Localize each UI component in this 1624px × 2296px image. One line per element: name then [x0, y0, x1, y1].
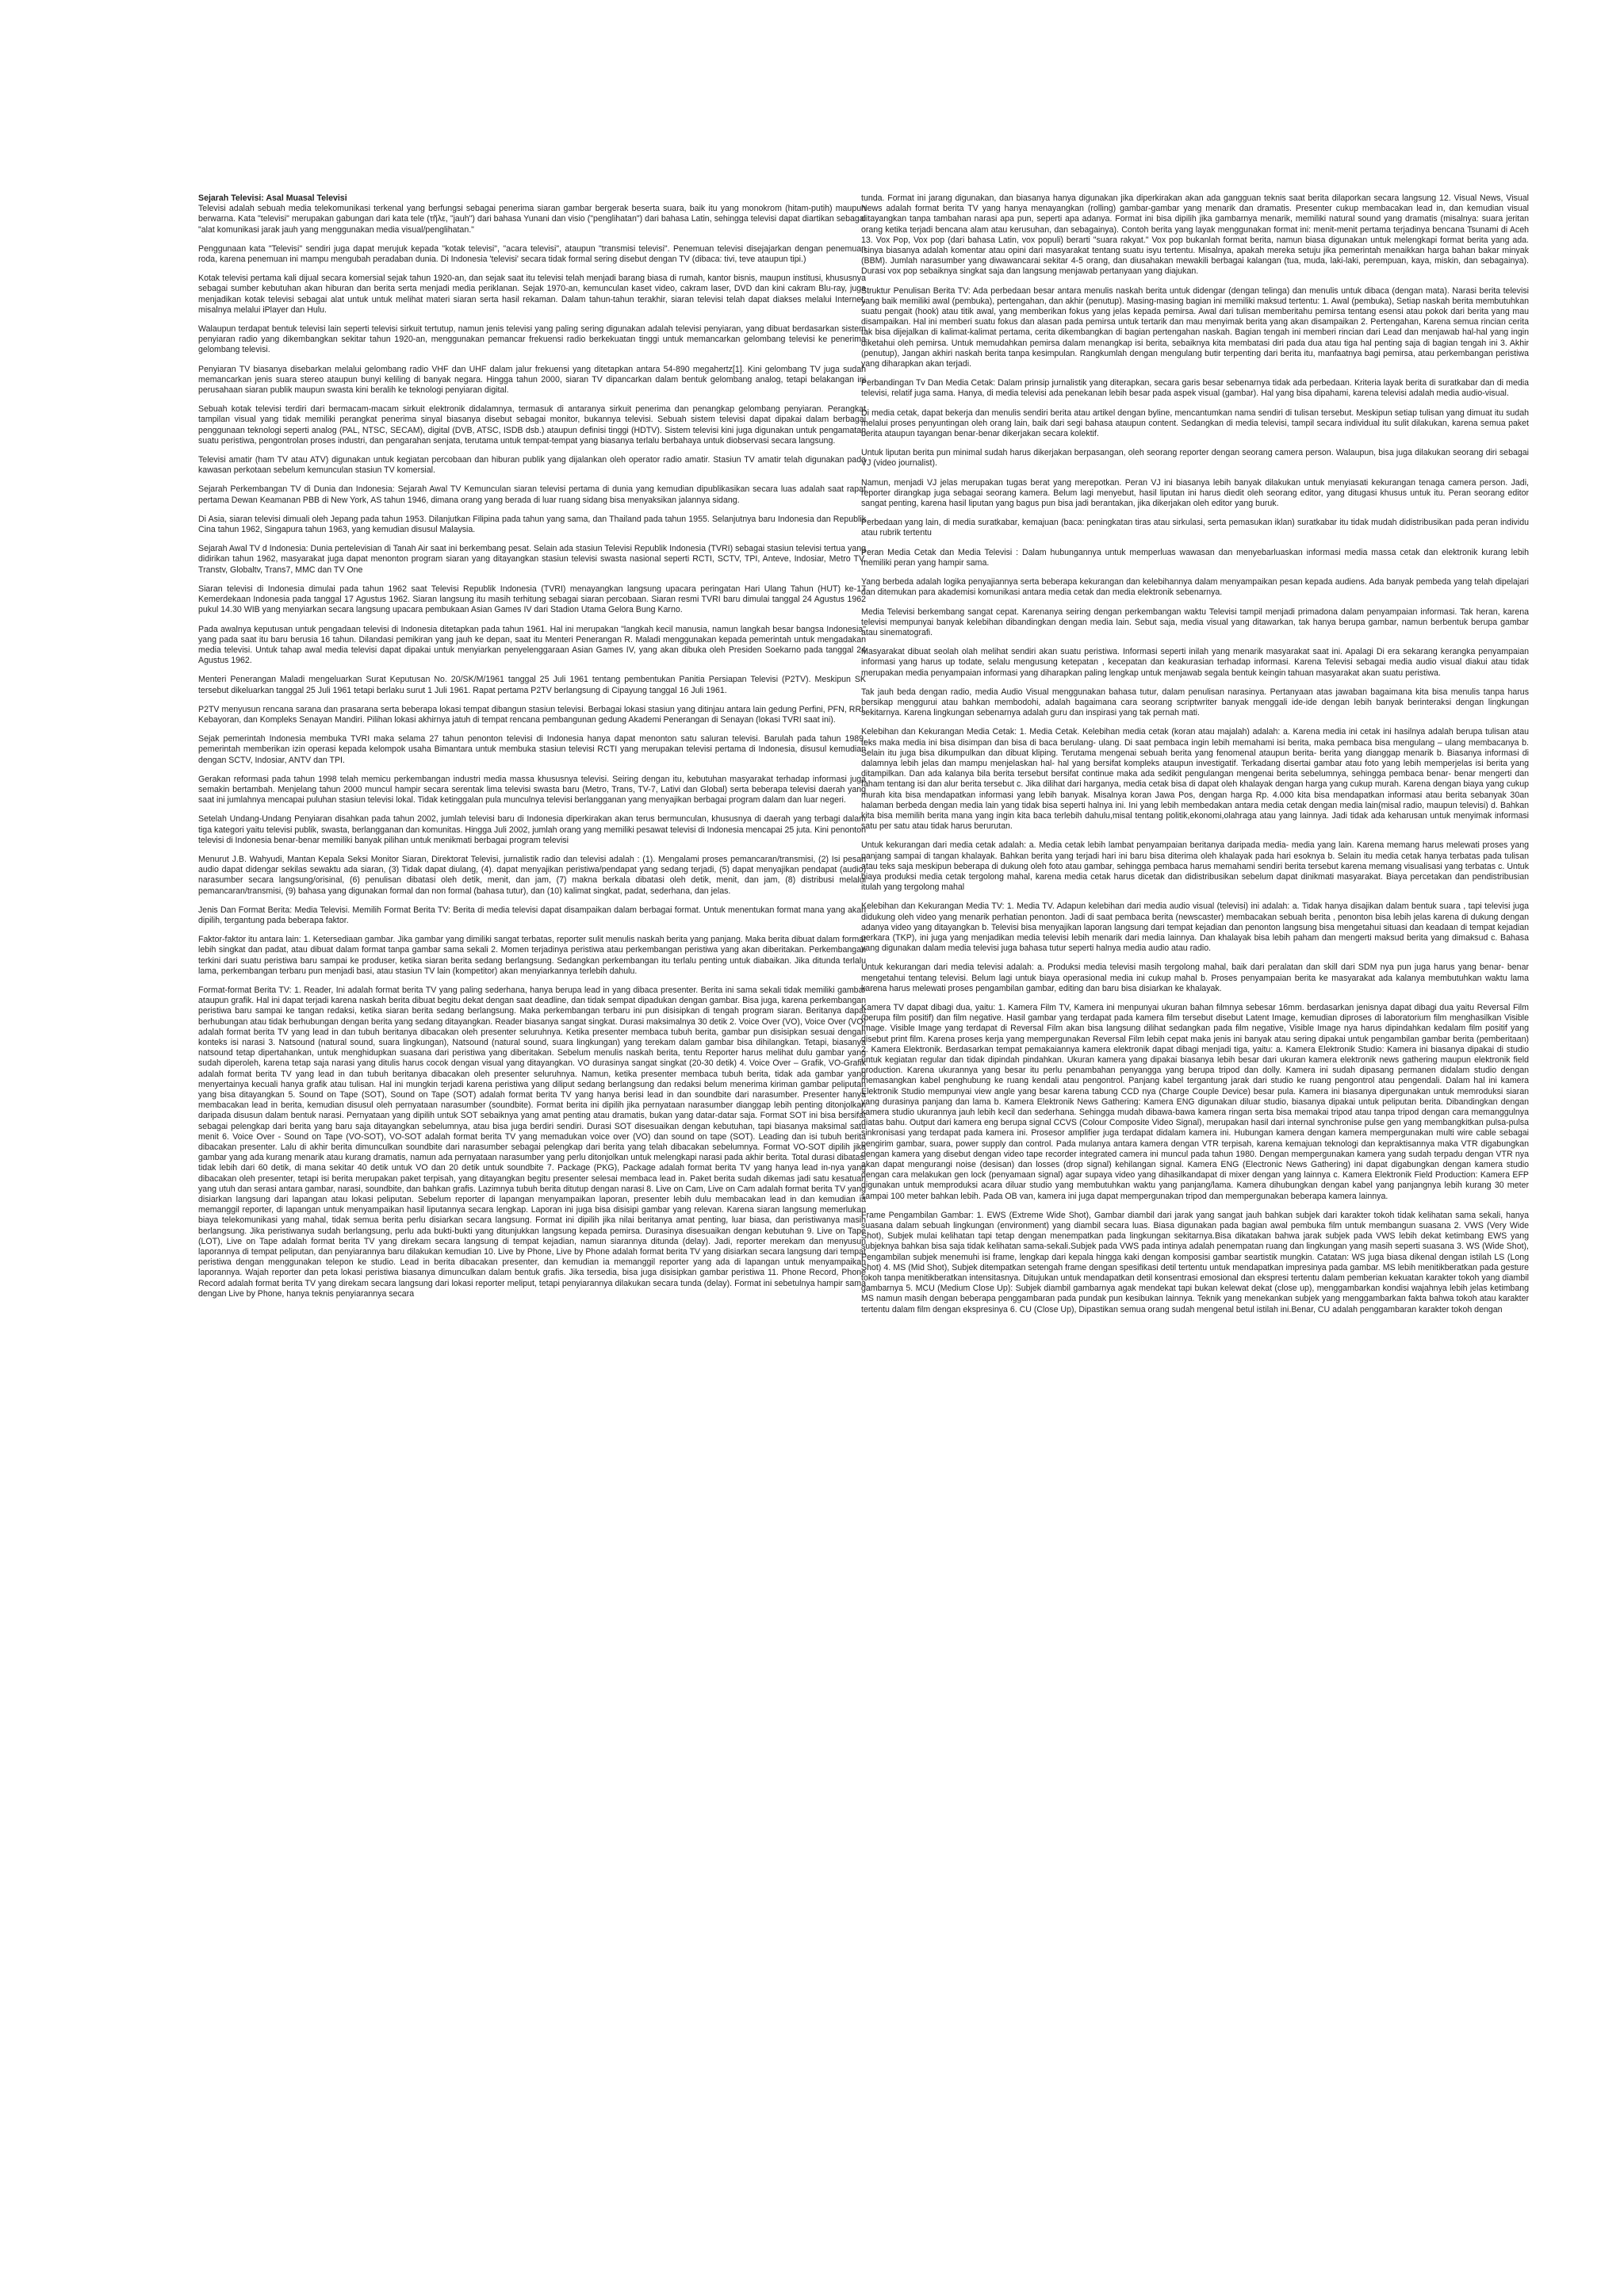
paragraph: Walaupun terdapat bentuk televisi lain seperti televisi sirkuit tertutup, namun jenis televisi yang paling sering digunakan adalah televisi penyiaran, yang dibuat berdasarkan sistem penyiaran radio yang dikembangkan sekitar tahun 1920-an, menggunakan pemancar frekuensi radio berkekuatan tinggi untuk memancarkan gelombang televisi ke penerima gelombang televisi. — [198, 324, 866, 355]
paragraph: Jenis Dan Format Berita: Media Televisi. Memilih Format Berita TV: Berita di media televisi dapat disampaikan dalam berbagai format. Untuk menentukan format mana yang akan dipilih, tergantung pada beberapa faktor. — [198, 905, 866, 925]
paragraph: Di media cetak, dapat bekerja dan menulis sendiri berita atau artikel dengan byline, mencantumkan nama sendiri di tulisan tersebut. Meskipun setiap tulisan yang dimuat itu sudah melalui proses penyuntingan oleh orang lain, baik dari segi bahasa ataupun content. Sedangkan di media televisi, tampil secara individual itu sulit dilakukan, karena semua paket berita ataupun tayangan benar-benar dikerjakan secara kolektif. — [861, 408, 1529, 439]
paragraph: Televisi adalah sebuah media telekomunikasi terkenal yang berfungsi sebagai penerima siaran gambar bergerak beserta suara, baik itu yang monokrom (hitam-putih) maupun berwarna. Kata "televisi" merupakan gabungan dari kata tele (τῆλε, "jauh") dari bahasa Yunani dan visio ("penglihatan") dari bahasa Latin, sehingga televisi dapat diartikan sebagai "alat komunikasi jarak jauh yang menggunakan media visual/penglihatan." — [198, 204, 866, 235]
paragraph: Pada awalnya keputusan untuk pengadaan televisi di Indonesia ditetapkan pada tahun 1961. Hal ini merupakan "langkah kecil manusia, namun langkah besar bangsa Indonesia" yang pada saat itu baru berusia 16 tahun. Dilandasi pemikiran yang jauh ke depan, saat itu Menteri Penerangan R. Maladi menggunakan kepada pemerintah untuk mengadakan media televisi. Untuk tahap awal media televisi dapat dipakai untuk menyiarkan penyelenggaraan Asian Games IV, yang akan dibuka oleh Presiden Soekarno pada tanggal 24 Agustus 1962. — [198, 624, 866, 666]
paragraph: Penyiaran TV biasanya disebarkan melalui gelombang radio VHF dan UHF dalam jalur frekuensi yang ditetapkan antara 54-890 megahertz[1]. Kini gelombang TV juga sudah memancarkan jenis suara stereo ataupun bunyi keliling di banyak negara. Hingga tahun 2000, siaran TV dipancarkan dalam bentuk gelombang analog, tetapi belakangan ini perusahaan siaran publik maupun swasta kini beralih ke teknologi penyiaran digital. — [198, 364, 866, 396]
paragraph: Yang berbeda adalah logika penyajiannya serta beberapa kekurangan dan kelebihannya dalam menyampaikan pesan kepada audiens. Ada banyak pembeda yang telah dipelajari dan ditemukan para akademisi komunikasi antara media cetak dan media elektronik sebenarnya. — [861, 577, 1529, 598]
paragraph: tunda. Format ini jarang digunakan, dan biasanya hanya digunakan jika diperkirakan akan ada gangguan teknis saat berita dilaporkan secara langsung 12. Visual News, Visual News adalah format berita TV yang hanya menayangkan (rolling) gambar-gambar yang menarik dan dramatis. Presenter cukup membacakan lead in, dan kemudian visual ditayangkan tanpa tambahan narasi apa pun, seperti apa adanya. Format ini bisa dipilih jika gambarnya menarik, memiliki natural sound yang dramatis (misalnya: suara jeritan orang ketika terjadi bencana alam atau kerusuhan, dan sebagainya). Contoh berita yang layak menggunakan format ini: menit-menit pertama terjadinya bencana Tsunami di Aceh 13. Vox Pop, Vox pop (dari bahasa Latin, vox populi) berarti "suara rakyat." Vox pop bukanlah format berita, namun biasa digunakan untuk melengkapi format berita yang ada. Isinya biasanya adalah komentar atau opini dari masyarakat tentang suatu isyu tertentu. Misalnya, apakah mereka setuju jika pemerintah menaikkan harga bahan bakar minyak (BBM). Jumlah narasumber yang diwawancarai sekitar 4-5 orang, dan diusahakan mewakili berbagai kalangan (tua, muda, laki-laki, perempuan, kaya, miskin, dan sebagainya). Durasi vox pop sebaiknya singkat saja dan langsung menjawab pertanyaan yang diajukan. — [861, 193, 1529, 277]
paragraph: Peran Media Cetak dan Media Televisi : Dalam hubungannya untuk memperluas wawasan dan menyebarluaskan informasi media massa cetak dan elektronik kurang lebih memiliki peran yang hampir sama. — [861, 547, 1529, 568]
paragraph: Menteri Penerangan Maladi mengeluarkan Surat Keputusan No. 20/SK/M/1961 tanggal 25 Juli 1961 tentang pembentukan Panitia Persiapan Televisi (P2TV). Meskipun SK tersebut dikeluarkan tanggal 25 Juli 1961 tetapi berlaku surut 1 Juli 1961. Rapat pertama P2TV berlangsung di Cipayung tanggal 16 Juli 1961. — [198, 675, 866, 695]
paragraph: Kelebihan dan Kekurangan Media Cetak: 1. Media Cetak. Kelebihan media cetak (koran atau majalah) adalah: a. Karena media ini cetak ini hasilnya adalah berupa tulisan atau teks maka media ini bisa disimpan dan bisa di baca berulang- ulang. Di saat pembaca ingin lebih memahami isi berita, maka pembaca bisa mengulang – ulang membacanya b. Selain itu juga bisa dikumpulkan dan dibuat kliping. Terutama mengenai sebuah berita yang fenomenal ataupun berita- berita yang dianggap menarik b. Biasanya informasi di dalamnya lebih jelas dan mampu menjelaskan hal- hal yang bersifat kompleks ataupun investigatif. Terkadang disertai gambar atau foto yang lebih memperjelas isi berita yang ditampilkan. Dan ada kalanya bila berita tersebut bersifat continue maka ada sedikit pengulangan mengenai berita sebelumnya, sehingga pembaca benar- benar mengerti dan faham tentang isi dan alur berita tersebut c. Jika dilihat dari harganya, media cetak bisa di dapat oleh khalayak dengan harga yang cukup murah. Karena dengan biaya yang cukup murah kita bisa mendapatkan informasi yang lebih banyak. Misalnya koran Jawa Pos, dengan harga Rp. 4.000 kita bisa mendapatkan informasi atau berita sebanyak 30an halaman berbeda dengan media lain yang tidak bisa seperti halnya ini. Ini yang lebih membedakan antara media cetak dengan media lain(misal radio, maupun televisi) d. Bahkan kita bisa memilih berita mana yang ingin kita baca terlebih dahulu,misal tentang politik,ekonomi,olahraga atau yang lainnya. Jadi tidak ada keharusan untuk menyimak informasi satu per satu atau tidak harus berurutan. — [861, 727, 1529, 832]
paragraph: Siaran televisi di Indonesia dimulai pada tahun 1962 saat Televisi Republik Indonesia (TVRI) menayangkan langsung upacara peringatan Hari Ulang Tahun (HUT) ke-17 Kemerdekaan Indonesia pada tanggal 17 Agustus 1962. Siaran langsung itu masih terhitung sebagai siaran percobaan. Siaran resmi TVRI baru dimulai tanggal 24 Agustus 1962 pukul 14.30 WIB yang menyiarkan secara langsung upacara pembukaan Asian Games IV dari Stadion Utama Gelora Bung Karno. — [198, 584, 866, 615]
paragraph: Frame Pengambilan Gambar: 1. EWS (Extreme Wide Shot), Gambar diambil dari jarak yang sangat jauh bahkan subjek dari karakter tokoh tidak kelihatan sama sekali, hanya suasana dalam sebuah lingkungan (environment) yang diambil secara luas. Biasa digunakan pada bagian awal pembuka film untuk membangun suasana 2. VWS (Very Wide Shot), Subjek mulai kelihatan tapi tetap dengan menempatkan pada lingkungan sekitarnya.Bisa dikatakan bahwa jarak subjek pada VWS lebih dekat ketimbang EWS yang subjeknya bahkan bisa saja tidak kelihatan sama-sekali.Subjek pada VWS pada intinya adalah penempatan ruang dan lingkungan yang masih seperti suasana 3. WS (Wide Shot), Pengambilan subjek menemuhi isi frame, lengkap dari kepala hingga kaki dengan komposisi gambar seartistik mungkin. Catatan: WS juga biasa dikenal dengan istilah LS (Long Shot) 4. MS (Mid Shot), Subjek ditempatkan setengah frame dengan spesifikasi detil tertentu untuk mendapatkan impresinya pada gambar. MS lebih menitikberatkan pada gesture tokoh tanpa menitikberatkan intensitasnya. Ditujukan untuk mendapatkan detil konsentrasi emosional dan ekspresi tertentu dalam pemberian kekuatan karakter tokoh yang diambil gambarnya 5. MCU (Medium Close Up): Subjek diambil gambarnya agak mendekat tapi bukan kelewat dekat (close up), menggambarkan kondisi wajahnya lebih jelas ketimbang MS namun masih dengan beberapa penggambaran pada pundak pun kesibukan lainnya. Teknik yang menekankan subjek yang menggambarkan fakta bahwa tokoh atau karakter tertentu dalam film dengan ekspresinya 6. CU (Close Up), Dipastikan semua orang sudah mengenal betul istilah ini.Benar, CU adalah penggambaran karakter tokoh dengan — [861, 1210, 1529, 1314]
paragraph: Menurut J.B. Wahyudi, Mantan Kepala Seksi Monitor Siaran, Direktorat Televisi, jurnalistik radio dan televisi adalah : (1). Mengalami proses pemancaran/transmisi, (2) Isi pesan audio dapat didengar sekilas sewaktu ada siaran, (3) Tidak dapat diulang, (4). dapat menyajikan peristiwa/pendapat yang sedang terjadi, (5) dapat menyajikan pendapat (audio) narasumber secara langsung/orisinal, (6) penulisan dibatasi oleh detik, menit, dan jam, (7) makna berkala dibatasi oleh detik, menit, dan jam, (8) distribusi melalui pemancaran/transmisi, (9) bahasa yang digunakan formal dan non formal (bahasa tutur), dan (10) kalimat singkat, padat, sederhana, dan jelas. — [198, 854, 866, 896]
paragraph: Di Asia, siaran televisi dimuali oleh Jepang pada tahun 1953. Dilanjutkan Filipina pada tahun yang sama, dan Thailand pada tahun 1955. Selanjutnya baru Indonesia dan Republik Cina tahun 1962, Singapura tahun 1963, yang kemudian disusul Malaysia. — [198, 514, 866, 535]
paragraph: Untuk kekurangan dari media cetak adalah: a. Media cetak lebih lambat penyampaian beritanya daripada media- media yang lain. Karena memang harus melewati proses yang panjang sampai di tangan khalayak. Bahkan berita yang terjadi hari ini baru bisa diterima oleh khalayak pada hari esoknya b. Selain itu media cetak hanya terbatas pada tulisan atau teks saja meskipun beberapa di dukung oleh foto atau gambar, sehingga pembaca harus memahami sendiri berita tersebut karena memang visualisasi yang terbatas c. Untuk biaya produksi media cetak tergolong mahal, karena media cetak harus dicetak dan didistribusikan sebelum dapat dinikmati masyarakat. Biaya percetakan dan pendistribusian itulah yang tergolong mahal — [861, 840, 1529, 893]
paragraph: Kamera TV dapat dibagi dua, yaitu: 1. Kamera Film TV, Kamera ini menpunyai ukuran bahan filmnya sebesar 16mm. berdasarkan jenisnya dapat dibagi dua yaitu Reversal Film (berupa film positif) dan film negative. Hasil gambar yang terdapat pada kamera film tersebut disebut Latent Image, kemudian diproses di laboratorium film menghasilkan Visible Image. Visible Image yang terdapat di Reversal Film akan bisa langsung dilihat sedangkan pada film negative, Visible Image nya harus dipindahkan kedalam film positif yang disebut print film. Karena proses kerja yang mempergunakan Reversal Film lebih cepat maka jenis ini banyak atau sering dipakai untuk pengambilan gambar berita (pemberitaan) 2. Kamera Elektronik. Berdasarkan tempat pemakaiannya kamera elektronik dapat dibagi menjadi tiga, yaitu: a. Kamera Elektronik Studio: Kamera ini biasanya dipakai di studio untuk kegiatan regular dan tidak dipindah pindahkan. Ukuran kamera yang dipakai biasanya lebih besar dari ukuran kamera elektronik news gathering maupun elektronik field production. Karena ukurannya yang besar itu perlu penambahan penyangga yang berupa tripod dan dolly. Kamera ini sudah dipasang permanen didalam studio dengan memasangkan kabel penghubung ke ruang kendali atau pengontrol. Panjang kabel tergantung jarak dari studio ke ruang pengontrol atau pengendali. Dalam hal ini kamera Elektronik Studio mempunyai view angle yang besar karena tabung CCD nya (Charge Couple Device) besar pula. Kamera ini biasanya dipergunakan untuk memroduksi siaran yang durasinya panjang dan lama b. Kamera Elektronik News Gathering: Kamera ENG digunakan diluar studio, biasanya dipakai untuk peliputan berita. Dibandingkan dengan kamera studio ukurannya jauh lebih kecil dan sederhana. Sehingga mudah dibawa-bawa kamera ringan serta bisa memakai tripod atau tanpa tripod dengan cara memanggulnya diatas bahu. Output dari kamera eng berupa signal CCVS (Colour Composite Video Signal), merupakan hasil dari internal synchronise pulse gen yang membangkitkan pulsa-pulsa sinkronisasi yang terdapat pada kamera ini. Prosesor amplifier juga terdapat didalam kamera ini. Hubungan kamera dengan kamera mempergunakan multi wire cable sebagai pengirim gambar, suara, power supply dan control. Pada mulanya antara kamera dengan VTR terpisah, karena kemajuan teknologi dan kepraktisannya maka VTR digabungkan dengan kamera yang disebut dengan video tape recorder integrated camera ini muncul pada tahun 1980. Dengan mempergunakan kamera yang sudah terpadu dengan VTR nya akan dapat mengurangi noise (desisan) dan losses (drop signal) kehilangan signal. Kamera ENG (Electronic News Gathering) ini dapat digabungkan dengan kamera studio dengan cara melakukan gen lock (penyamaan signal) agar supaya video yang dihasilkandapat di mixer dengan yang lainnya c. Kamera Elektronik Field Production: Kamera EFP digunakan untuk memproduksi acara diluar studio yang membutuhkan waktu yang panjang/lama. Kamera dihubungkan dengan kabel yang panjangnya lebih kurang 30 meter sampai 100 meter bahkan lebih. Pada OB van, kamera ini juga dapat mempergunakan tripod dan mempergunakan beberapa kamera lainnya. — [861, 1003, 1529, 1201]
paragraph: Televisi amatir (ham TV atau ATV) digunakan untuk kegiatan percobaan dan hiburan publik yang dijalankan oleh operator radio amatir. Stasiun TV amatir telah digunakan pada kawasan perkotaan sebelum kemunculan stasiun TV komersial. — [198, 455, 866, 476]
paragraph: Perbedaan yang lain, di media suratkabar, kemajuan (baca: peningkatan tiras atau sirkulasi, serta pemasukan iklan) suratkabar itu tidak mudah didistribusikan pada peran individu atau rubrik tertentu — [861, 518, 1529, 538]
paragraph: Media Televisi berkembang sangat cepat. Karenanya seiring dengan perkembangan waktu Televisi tampil menjadi primadona dalam penyampaian informasi. Tak heran, karena televisi mempunyai banyak kelebihan dibandingkan dengan media lain. Sebut saja, media visual yang ditawarkan, tak hanya berupa gambar, namun berbentuk berupa gambar atau sinematografi. — [861, 607, 1529, 637]
paragraph: Faktor-faktor itu antara lain: 1. Ketersediaan gambar. Jika gambar yang dimiliki sangat terbatas, reporter sulit menulis naskah berita yang panjang. Maka berita dibuat dalam format lebih singkat dan padat, atau dibuat dalam format tanpa gambar sama sekali 2. Momen terjadinya peristiwa atau perkembangan peristiwa yang akan diberitakan. Perkembangan terkini dari suatu peristiwa baru sampai ke produser, ketika siaran berita sedang berlangsung. Sedangkan perkembangan itu terlalu penting untuk diabaikan. Jika ditunda terlalu lama, perkembangan terbaru pun menjadi basi, atau stasiun TV lain (kompetitor) akan menyiarkannya terlebih dahulu. — [198, 935, 866, 976]
paragraph: Untuk liputan berita pun minimal sudah harus dikerjakan berpasangan, oleh seorang reporter dengan seorang camera person. Walaupun, bisa juga dilakukan seorang diri sebagai VJ (video journalist). — [861, 448, 1529, 469]
paragraph: Penggunaan kata "Televisi" sendiri juga dapat merujuk kepada "kotak televisi", "acara televisi", ataupun "transmisi televisi". Penemuan televisi disejajarkan dengan penemuan roda, karena penemuan ini mampu mengubah peradaban dunia. Di Indonesia 'televisi' secara tidak formal sering disebut dengan TV (dibaca: tivi, teve ataupun tipi.) — [198, 243, 866, 265]
paragraph: Format-format Berita TV: 1. Reader, Ini adalah format berita TV yang paling sederhana, hanya berupa lead in yang dibaca presenter. Berita ini sama sekali tidak memiliki gambar ataupun grafik. Hal ini dapat terjadi karena naskah berita dibuat begitu dekat dengan saat deadline, dan tidak sempat dipadukan dengan gambar. Bisa juga, karena perkembangan peristiwa baru sampai ke tangan redaksi, ketika siaran berita sedang berlangsung. Maka perkembangan terbaru ini pun disisipkan di tengah program siaran. Beritanya dapat berhubungan atau tidak berhubungan dengan berita yang sedang ditayangkan. Reader biasanya sangat singkat. Durasi maksimalnya 30 detik 2. Voice Over (VO), Voice Over (VO) adalah format berita TV yang lead in dan tubuh beritanya dibacakan oleh presenter seluruhnya. Ketika presenter membaca tubuh berita, gambar pun disisipkan sesuai dengan konteks isi narasi 3. Natsound (natural sound, suara lingkungan), Natsound (natural sound, suara lingkungan) yang terekam dalam gambar bisa dihilangkan. Tetapi, biasanya natsound tetap dipertahankan, untuk menghidupkan suasana dari peristiwa yang diberitakan. Sebelum menulis naskah berita, tentu Reporter harus melihat dulu gambar yang sudah diperoleh, karena tetap saja narasi yang ditulis harus cocok dengan visual yang ditayangkan. VO durasinya sangat singkat (20-30 detik) 4. Voice Over – Grafik, VO-Grafik adalah format berita TV yang lead in dan tubuh beritanya dibacakan oleh presenter seluruhnya. Namun, ketika presenter membaca tubuh berita, tidak ada gambar yang menyertainya kecuali hanya grafik atau tulisan. Hal ini mungkin terjadi karena peristiwa yang diliput sedang berlangsung dan redaksi belum menerima kiriman gambar peliputan yang bisa ditayangkan 5. Sound on Tape (SOT), Sound on Tape (SOT) adalah format berita TV yang hanya berisi lead in dan soundbite dari narasumber. Presenter hanya membacakan lead in berita, kemudian disusul oleh pernyataan narasumber (soundbite). Format berita ini dipilih jika pernyataan narasumber dianggap lebih penting ditonjolkan daripada disusun dalam bentuk narasi. Pernyataan yang dipilih untuk SOT sebaiknya yang amat penting atau dramatis, bukan yang datar-datar saja. Format SOT ini bisa bersifat sebagai pelengkap dari berita yang baru saja ditayangkan sebelumnya, atau bisa juga berdiri sendiri. Durasi SOT disesuaikan dengan kebutuhan, tapi biasanya maksimal satu menit 6. Voice Over - Sound on Tape (VO-SOT), VO-SOT adalah format berita TV yang memadukan voice over (VO) dan sound on tape (SOT). Leading dan isi tubuh berita dibacakan presenter. Lalu di akhir berita dimunculkan soundbite dari narasumber sebagai pelengkap dari berita yang telah dibacakan sebelumnya. Format VO-SOT dipilih jika gambar yang ada kurang menarik atau kurang dramatis, namun ada pernyataan narasumber yang perlu ditonjolkan untuk melengkapi narasi pada akhir berita. Total durasi dibatasi tidak lebih dari 60 detik, di mana sekitar 40 detik untuk VO dan 20 detik untuk soundbite 7. Package (PKG), Package adalah format berita TV yang hanya lead in-nya yang dibacakan oleh presenter, tetapi isi berita merupakan paket terpisah, yang ditayangkan begitu presenter selesai membaca lead in. Paket berita sudah dikemas jadi satu kesatuan yang utuh dan serasi antara gambar, narasi, soundbite, dan bahkan grafis. Lazimnya tubuh berita ditutup dengan narasi 8. Live on Cam, Live on Cam adalah format berita TV yang disiarkan langsung dari lapangan atau lokasi peliputan. Sebelum reporter di lapangan menyampaikan laporan, presenter lebih dulu membacakan lead in dan kemudian ia memanggil reporter, di lapangan untuk menyampaikan hasil liputannya secara lengkap. Laporan ini juga bisa disisipi gambar yang relevan. Karena siaran langsung memerlukan biaya telekomunikasi yang mahal, tidak semua berita perlu disiarkan secara langsung. Format ini dipilih jika nilai beritanya amat penting, luar biasa, dan peristiwanya masih berlangsung. Jika peristiwanya sudah berlangsung, perlu ada bukti-bukti yang ditunjukkan langsung kepada pemirsa. Durasinya disesuaikan dengan kebutuhan 9. Live on Tape (LOT), Live on Tape adalah format berita TV yang direkam secara langsung di tempat kejadian, namun siarannya ditunda (delay). Jadi, reporter merekam dan menyusun laporannya di tempat peliputan, dan penyiarannya baru dilakukan kemudian 10. Live by Phone, Live by Phone adalah format berita TV yang disiarkan secara langsung dari tempat peristiwa dengan menggunakan telepon ke studio. Lead in berita dibacakan presenter, dan kemudian ia memanggil reporter yang ada di lapangan untuk menyampaikan laporannya. Wajah reporter dan peta lokasi peristiwa biasanya dimunculkan dalam bentuk grafis. Jika tersedia, bisa juga disisipkan gambar peristiwa 11. Phone Record, Phone Record adalah format berita TV yang direkam secara langsung dari lokasi reporter meliput, tetapi penyiarannya dilakukan secara tunda (delay). Format ini sebetulnya hampir sama dengan Live by Phone, hanya teknis penyiarannya secara — [198, 985, 866, 1299]
paragraph: Sejarah Awal TV d Indonesia: Dunia pertelevisian di Tanah Air saat ini berkembang pesat. Selain ada stasiun Televisi Republik Indonesia (TVRI) sebagai stasiun televisi tertua yang didirikan tahun 1962, masyarakat juga dapat menonton program siaran yang ditayangkan stasiun televisi swasta nasional seperti RCTI, SCTV, TPI, Anteve, Indosiar, Metro TV, Transtv, Globaltv, Trans7, MMC dan TV One — [198, 544, 866, 575]
right-column — [861, 193, 1529, 1324]
paragraph: Struktur Penulisan Berita TV: Ada perbedaan besar antara menulis naskah berita untuk didengar (dengan telinga) dan menulis untuk dibaca (dengan mata). Narasi berita televisi yang baik memiliki awal (pembuka), pertengahan, dan akhir (penutup). Masing-masing bagian ini memiliki maksud tertentu: 1. Awal (pembuka), Setiap naskah berita membutuhkan suatu pengait (hook) atau titik awal, yang memberikan fokus yang jelas kepada pemirsa. Awal dari tulisan memberitahu pemirsa tentang esensi atau pokok dari berita yang mau disampaikan. Hal ini memberi suatu fokus dan alasan pada pemirsa untuk tertarik dan mau menyimak berita yang akan disampaikan 2. Pertengahan, Karena semua rincian cerita tak bisa dijejalkan di kalimat-kalimat pertama, cerita dikembangkan di bagian pertengahan naskah. Bagian tengah ini memberi rincian dari Lead dan menjawab hal-hal yang ingin diketahui oleh pemirsa. Untuk memudahkan pemirsa dalam menangkap isi berita, sebaiknya kita membatasi diri pada dua atau tiga hal penting saja di bagian tengah ini 3. Akhir (penutup), Jangan akhiri naskah berita tanpa kesimpulan. Rangkumlah dengan mengulang butir terpenting dari berita itu, manfaatnya bagi pemirsa, atau perkembangan peristiwa yang diharapkan akan terjadi. — [861, 285, 1529, 369]
paragraph: Untuk kekurangan dari media televisi adalah: a. Produksi media televisi masih tergolong mahal, baik dari peralatan dan skill dari SDM nya pun juga harus yang benar- benar mengetahui tentang televisi. Belum lagi untuk biaya operasional media ini cukup mahal b. Proses penyampaian berita ke masyarakat ada kalanya membutuhkan waktu lama karena harus melewati proses pengambilan gambar, editing dan baru bisa disiarkan ke khalayak. — [861, 962, 1529, 993]
paragraph: Perbandingan Tv Dan Media Cetak: Dalam prinsip jurnalistik yang diterapkan, secara garis besar sebenarnya tidak ada perbedaan. Kriteria layak berita di suratkabar dan di media televisi, relatif juga sama. Hanya, di media televisi ada penekanan lebih besar pada aspek visual (gambar). Hal yang bisa dipahami, karena televisi adalah media audio-visual. — [861, 378, 1529, 399]
paragraph: Setelah Undang-Undang Penyiaran disahkan pada tahun 2002, jumlah televisi baru di Indonesia diperkirakan akan terus bermunculan, khususnya di daerah yang terbagi dalam tiga kategori yaitu televisi publik, swasta, berlangganan dan komunitas. Hingga Juli 2002, jumlah orang yang memiliki pesawat televisi di Indonesia mencapai 25 juta. Kini penonton televisi di Indonesia benar-benar memiliki banyak pilihan untuk menikmati berbagai program televisi — [198, 814, 866, 845]
paragraph: Kelebihan dan Kekurangan Media TV: 1. Media TV. Adapun kelebihan dari media audio visual (televisi) ini adalah: a. Tidak hanya disajikan dalam bentuk suara , tapi televisi juga didukung oleh video yang menarik perhatian penonton. Jadi di saat pembaca berita (newscaster) membacakan sebuah berita , penonton bisa lebih jelas karena di dukung dengan adanya video yang ditayangkan b. Televisi bisa menyajikan laporan langsung dari tempat kejadian dan penonton langsung bisa mengetahui situasi dan keadaan di tempat kejadian perkara (TKP), ini juga yang menjadikan media televisi lebih menarik dari media lainnya. Dan khalayak bisa lebih paham dan mengerti maksud berita yang dimaksud c. Bahasa yang digunakan dalam media televisi juga bahasa tutur seperti halnya media audio atau radio. — [861, 901, 1529, 954]
paragraph: Namun, menjadi VJ jelas merupakan tugas berat yang merepotkan. Peran VJ ini biasanya lebih banyak dilakukan untuk menyiasati kekurangan tenaga camera person. Jadi, reporter dirangkap juga sebagai seorang kamera. Belum lagi menyebut, hasil liputan ini harus diedit oleh seorang editor, yang ditugasi khusus untuk itu. Peran seorang editor sangat penting, karena hasil liputan yang bagus pun bisa jadi berantakan, jika dikerjakan oleh editor yang buruk. — [861, 477, 1529, 509]
left-column — [198, 193, 866, 1308]
paragraph: Kotak televisi pertama kali dijual secara komersial sejak tahun 1920-an, dan sejak saat itu televisi telah menjadi barang biasa di rumah, kantor bisnis, maupun institusi, khususnya sebagai sumber kebutuhan akan hiburan dan berita serta menjadi media periklanan. Sejak 1970-an, kemunculan kaset video, cakram laser, DVD dan kini cakram Blu-ray, juga menjadikan kotak televisi sebagai alat untuk untuk melihat materi siaran serta hasil rekaman. Dalam tahun-tahun terakhir, siaran televisi telah dapat diakses melalui Internet, misalnya melalui iPlayer dan Hulu. — [198, 274, 866, 315]
paragraph: Gerakan reformasi pada tahun 1998 telah memicu perkembangan industri media massa khususnya televisi. Seiring dengan itu, kebutuhan masyarakat terhadap informasi juga semakin bertambah. Menjelang tahun 2000 muncul hampir secara serentak lima televisi swasta baru (Metro, Trans, TV-7, Lativi dan Global) serta beberapa televisi daerah yang saat ini jumlahnya mencapai puluhan stasiun televisi lokal. Tidak ketinggalan pula munculnya televisi berlangganan yang menyajikan berbagai program dalam dan luar negeri. — [198, 774, 866, 806]
paragraph: P2TV menyusun rencana sarana dan prasarana serta beberapa lokasi tempat dibangun stasiun televisi. Berbagai lokasi stasiun yang ditinjau antara lain gedung Perfini, PFN, RRI, Kebayoran, dan Kompleks Senayan Mandiri. Pilihan lokasi akhirnya jatuh di tempat rencana pembangunan gedung Akademi Penerangan di Senayan (lokasi TVRI saat ini). — [198, 704, 866, 725]
paragraph: Sejarah Perkembangan TV di Dunia dan Indonesia: Sejarah Awal TV Kemunculan siaran televisi pertama di dunia yang kemudian dipublikasikan secara luas adalah saat rapat pertama Dewan Keamanan PBB di New York, AS tahun 1946, dimana orang yang berada di luar ruang sidang bisa menyaksikan jalannya sidang. — [198, 484, 866, 505]
document-title: Sejarah Televisi: Asal Muasal Televisi — [198, 193, 347, 203]
paragraph: Masyarakat dibuat seolah olah melihat sendiri akan suatu peristiwa. Informasi seperti inilah yang menarik masyarakat saat ini. Apalagi Di era sekarang kerangka penyampaian informasi yang harus up todate, selalu mengusung ketepatan , kecepatan dan keakurasian terhadap informasi. Karena Televisi sebagai media audio visual diakui atau tidak merupakan media penyampaian informasi yang diharapkan paling lengkap untuk menjawab segala bentuk keingin tahuan masyarakat akan suatu peristiwa. — [861, 647, 1529, 678]
paragraph: Sebuah kotak televisi terdiri dari bermacam-macam sirkuit elektronik didalamnya, termasuk di antaranya sirkuit penerima dan penangkap gelombang penyiaran. Perangkat tampilan visual yang tidak memiliki perangkat penerima sinyal biasanya disebut sebagai monitor, bukannya televisi. Sebuah sistem televisi dapat dipakai dalam berbagai penggunaan teknologi seperti analog (PAL, NTSC, SECAM), digital (DVB, ATSC, ISDB dsb.) ataupun definisi tinggi (HDTV). Sistem televisi kini juga digunakan untuk pengamatan suatu peristiwa, pengontrolan proses industri, dan pengarahan senjata, terutama untuk tempat-tempat yang biasanya terlalu berbahaya untuk diobservasi secara langsung. — [198, 404, 866, 446]
paragraph: Sejak pemerintah Indonesia membuka TVRI maka selama 27 tahun penonton televisi di Indonesia hanya dapat menonton satu saluran televisi. Barulah pada tahun 1989, pemerintah memberikan izin operasi kepada kelompok usaha Bimantara untuk membuka stasiun televisi RCTI yang merupakan televisi pertama di Indonesia, disusul kemudian dengan SCTV, Indosiar, ANTV dan TPI. — [198, 734, 866, 765]
paragraph: Tak jauh beda dengan radio, media Audio Visual menggunakan bahasa tutur, dalam penulisan narasinya. Pertanyaan atas jawaban bagaimana kita bisa menulis tanpa harus bersikap menggurui atau bahkan membodohi, adalah bagaimana cara seorang scriptwriter banyak menggali ide-ide dengan lebih banyak berinteraksi dengan lingkungan sekitarnya. Karena lingkungan sebenarnya adalah guru dan inspirasi yang tak pernah mati. — [861, 687, 1529, 718]
